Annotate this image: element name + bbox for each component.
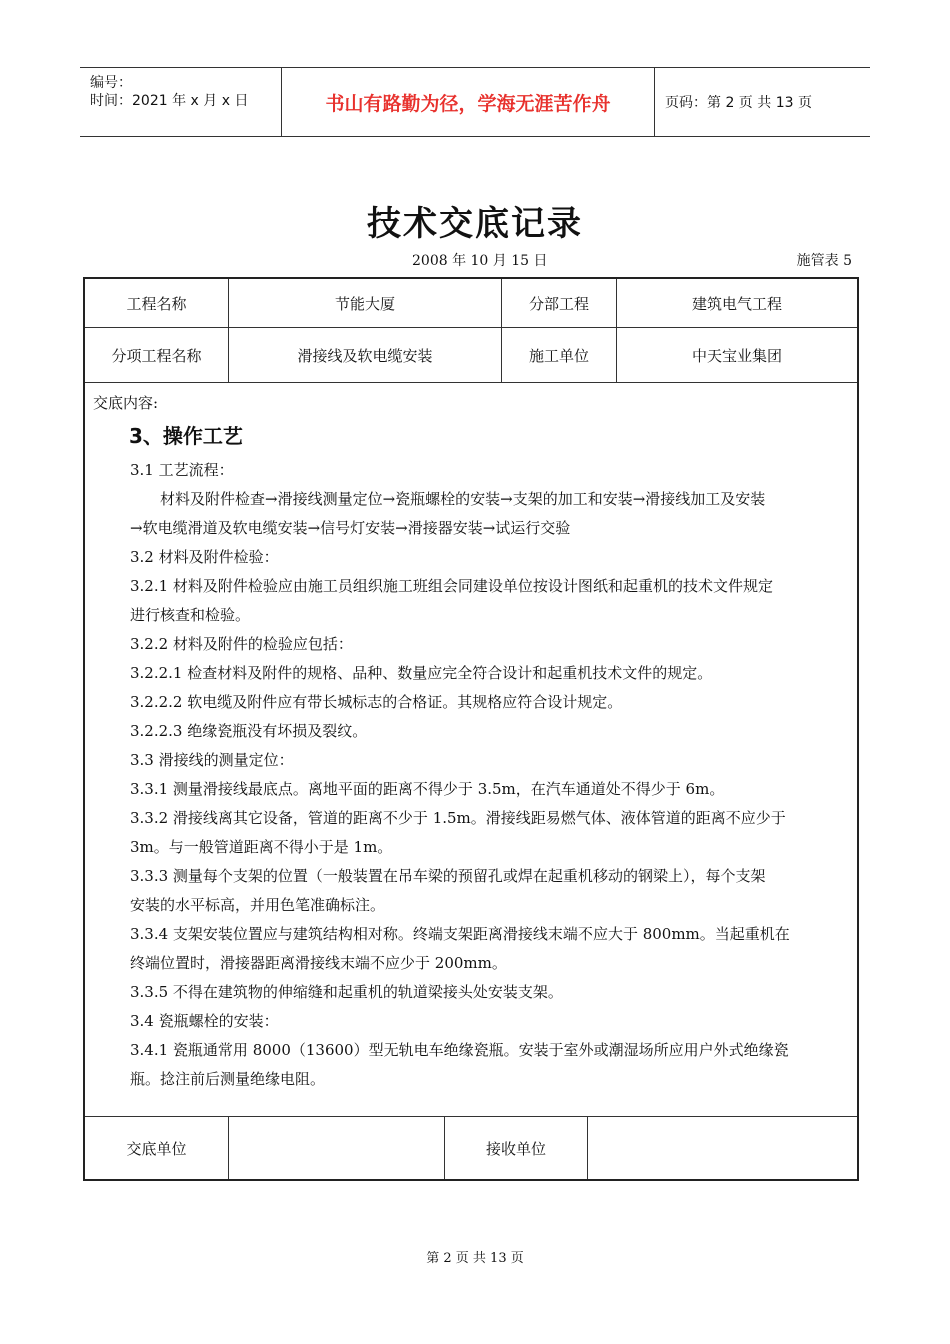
issuer-label: 交底单位 <box>85 1117 229 1179</box>
content-line: 3m。与一般管道距离不得小于是 1m。 <box>130 838 393 856</box>
project-name-label: 工程名称 <box>85 279 229 327</box>
content-line: 3.3.4 支架安装位置应与建筑结构相对称。终端支架距离滑接线末端不应大于 800mm。当起重机在 <box>130 925 790 943</box>
section-heading: 3、操作工艺 <box>129 424 243 448</box>
header-motto: 书山有路勤为径，学海无涯苦作舟 <box>282 68 655 136</box>
number-label: 编号： <box>90 75 132 91</box>
receiver-value <box>588 1117 857 1179</box>
header-page-code: 页码：第 2 页 共 13 页 <box>665 95 812 111</box>
table-row <box>85 1117 857 1179</box>
content-line: 3.3.5 不得在建筑物的伸缩缝和起重机的轨道梁接头处安装支架。 <box>130 983 563 1001</box>
content-line: 3.2.2.2 软电缆及附件应有带长城标志的合格证。其规格应符合设计规定。 <box>130 693 623 711</box>
item-name-label: 分项工程名称 <box>85 328 229 382</box>
content-line: →软电缆滑道及软电缆安装→信号灯安装→滑接器安装→试运行交验 <box>130 519 571 537</box>
contractor-label: 施工单位 <box>502 328 617 382</box>
disclosure-content <box>85 383 857 1117</box>
time-label: 时间：2021 年 x 月 x 日 <box>90 93 249 109</box>
document-title: 技术交底记录 <box>367 204 583 244</box>
content-line: 3.3.3 测量每个支架的位置（一般装置在吊车梁的预留孔或焊在起重机移动的钢梁上），每个支架 <box>130 867 766 885</box>
content-line: 3.2.1 材料及附件检验应由施工员组织施工班组会同建设单位按设计图纸和起重机的技术文件规定 <box>130 577 773 595</box>
content-line: 3.3.2 滑接线离其它设备，管道的距离不少于 1.5m。滑接线距易燃气体、液体管道的距离不应少于 <box>130 809 786 827</box>
content-line: 3.2.2.1 检查材料及附件的规格、品种、数量应完全符合设计和起重机技术文件的规定。 <box>130 664 713 682</box>
content-line: 材料及附件检查→滑接线测量定位→瓷瓶螺栓的安装→支架的加工和安装→滑接线加工及安装 <box>160 490 766 508</box>
issuer-value <box>229 1117 445 1179</box>
content-line: 3.2.2.3 绝缘瓷瓶没有坏损及裂纹。 <box>130 722 368 740</box>
content-line: 3.2.2 材料及附件的检验应包括： <box>130 635 353 653</box>
content-line: 3.3.1 测量滑接线最底点。离地平面的距离不得少于 3.5m，在汽车通道处不得少于 6m。 <box>130 780 725 798</box>
content-line: 瓶。捻注前后测量绝缘电阻。 <box>130 1070 326 1088</box>
page-footer: 第 2 页 共 13 页 <box>426 1251 524 1266</box>
document-date: 2008 年 10 月 15 日 <box>412 253 548 269</box>
receiver-label: 接收单位 <box>445 1117 588 1179</box>
item-name-value: 滑接线及软电缆安装 <box>229 328 502 382</box>
header-meta <box>80 68 282 136</box>
record-table <box>83 277 859 1181</box>
content-line: 3.3 滑接线的测量定位： <box>130 751 294 769</box>
table-row <box>85 328 857 383</box>
content-line: 进行核查和检验。 <box>130 606 251 624</box>
contractor-value: 中天宝业集团 <box>691 346 782 365</box>
subproject-label: 分部工程 <box>502 279 617 327</box>
project-name-value: 节能大厦 <box>229 279 502 327</box>
content-line: 3.2 材料及附件检验： <box>130 548 279 566</box>
content-line: 3.4 瓷瓶螺栓的安装： <box>130 1012 279 1030</box>
content-line: 终端位置时，滑接器距离滑接线末端不应少于 200mm。 <box>130 954 507 972</box>
content-line: 3.4.1 瓷瓶通常用 8000（13600）型无轨电车绝缘瓷瓶。安装于室外或潮湿场所应用户外式绝缘瓷 <box>130 1041 789 1059</box>
content-label: 交底内容: <box>93 394 159 412</box>
content-line: 安装的水平标高，并用色笔准确标注。 <box>130 896 386 914</box>
subproject-value: 建筑电气工程 <box>691 294 782 313</box>
form-number: 施管表 5 <box>796 253 852 269</box>
content-lines <box>93 456 849 1094</box>
page-header <box>80 67 870 137</box>
table-row <box>85 279 857 328</box>
content-line: 3.1 工艺流程： <box>130 461 234 479</box>
